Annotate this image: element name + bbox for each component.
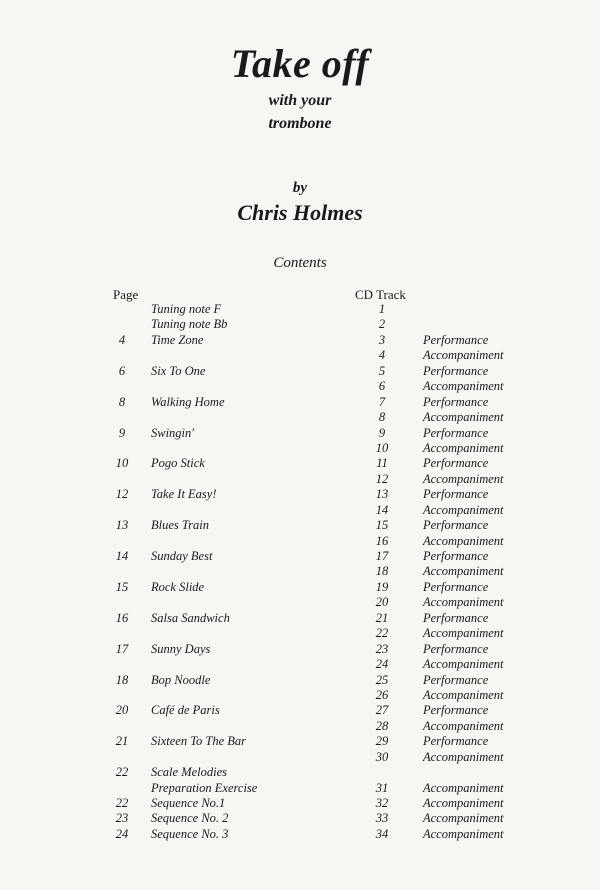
cd-track-number: 10: [375, 440, 389, 455]
cd-track-number: 14: [375, 502, 389, 517]
cd-track-number: 18: [375, 564, 389, 579]
contents-table: [0, 302, 600, 842]
track-type: Performance: [423, 456, 489, 471]
table-row: [0, 395, 600, 410]
cd-track-number: 16: [375, 533, 389, 548]
page-number: 24: [115, 826, 129, 841]
track-type: Accompaniment: [423, 564, 504, 579]
track-type: Performance: [423, 549, 489, 563]
page-number: 17: [115, 641, 129, 656]
track-type: Accompaniment: [423, 533, 504, 548]
cd-track-number: 23: [375, 641, 389, 656]
cd-track-number: 28: [375, 718, 389, 733]
cd-track-number: 33: [375, 811, 389, 826]
song-title: Rock Slide: [151, 579, 205, 594]
table-row: [0, 611, 600, 626]
page-number: 18: [115, 672, 129, 687]
page-number: 8: [118, 394, 126, 409]
table-row: [0, 426, 600, 441]
contents-heading: Contents: [273, 255, 327, 271]
cd-track-number: 25: [375, 672, 389, 687]
table-row: [0, 719, 600, 734]
song-title: Sixteen To The Bar: [151, 734, 247, 749]
track-type: Accompaniment: [423, 687, 504, 702]
page-number: 4: [118, 332, 126, 347]
table-row: [0, 333, 600, 348]
table-row: [0, 364, 600, 379]
book-title: Take off: [230, 41, 370, 86]
cd-track-number: 7: [378, 394, 386, 409]
track-type: Accompaniment: [423, 749, 504, 764]
subtitle-line-2: trombone: [268, 115, 332, 132]
track-type: Performance: [423, 579, 489, 594]
page-number: 15: [115, 579, 129, 594]
table-row: [0, 564, 600, 579]
cd-track-number: 1: [378, 302, 386, 316]
song-title: Pogo Stick: [151, 456, 205, 471]
cd-track-number: 26: [375, 687, 389, 702]
table-row: [0, 503, 600, 518]
page-number: 22: [115, 765, 129, 780]
cd-track-number: 11: [376, 456, 388, 471]
track-type: Accompaniment: [423, 626, 504, 641]
song-title: Bop Noodle: [151, 672, 211, 687]
by-label: by: [292, 180, 308, 196]
track-type: Performance: [423, 734, 489, 749]
track-type: Performance: [423, 672, 489, 687]
cd-track-number: 3: [378, 332, 386, 347]
table-row: [0, 379, 600, 394]
table-row: [0, 302, 600, 317]
track-type: Performance: [423, 332, 489, 347]
table-row: [0, 626, 600, 641]
page-number: 20: [115, 703, 129, 718]
track-type: Performance: [423, 425, 489, 440]
page-number: 14: [115, 549, 129, 563]
page-number: 23: [115, 811, 129, 826]
song-title: Blues Train: [151, 518, 209, 533]
table-row: [0, 580, 600, 595]
song-title: Sequence No.1: [151, 796, 226, 810]
song-title: Scale Melodies: [151, 765, 228, 780]
song-title: Tuning note Bb: [151, 317, 228, 332]
song-title: Sunday Best: [151, 549, 213, 563]
cd-track-number: 21: [375, 610, 389, 625]
table-row: [0, 487, 600, 502]
cd-track-number: 27: [375, 703, 389, 718]
track-type: Accompaniment: [423, 780, 504, 795]
cd-track-number: 9: [378, 425, 386, 440]
track-type: Performance: [423, 487, 489, 502]
track-type: Accompaniment: [423, 502, 504, 517]
song-title: Take It Easy!: [151, 487, 217, 502]
table-row: [0, 750, 600, 765]
table-row: [0, 657, 600, 672]
table-row: [0, 642, 600, 657]
table-row: [0, 348, 600, 363]
track-type: Performance: [423, 518, 489, 533]
song-title: Café de Paris: [151, 703, 220, 718]
table-row: [0, 441, 600, 456]
track-type: Accompaniment: [423, 811, 504, 826]
track-type: Performance: [423, 363, 489, 378]
cd-track-number: 22: [375, 626, 389, 641]
table-row: [0, 410, 600, 425]
cd-track-number: 15: [375, 518, 389, 533]
cd-track-number: 17: [375, 549, 389, 563]
track-type: Accompaniment: [423, 826, 504, 841]
cd-track-number: 20: [375, 595, 389, 610]
table-row: [0, 317, 600, 332]
cd-track-number: 24: [375, 657, 389, 672]
author-name: Chris Holmes: [237, 200, 363, 225]
cd-track-number: 5: [378, 363, 386, 378]
song-title: Time Zone: [151, 332, 204, 347]
cd-track-number: 8: [378, 410, 386, 425]
table-row: [0, 765, 600, 780]
page-number: 6: [118, 363, 126, 378]
page-number: 16: [115, 610, 129, 625]
table-row: [0, 549, 600, 564]
table-row: [0, 827, 600, 842]
table-row: [0, 811, 600, 826]
track-type: Performance: [423, 703, 489, 718]
track-type: Accompaniment: [423, 657, 504, 672]
page-column-header: Page: [113, 287, 139, 302]
table-row: [0, 518, 600, 533]
cd-track-number: 13: [375, 487, 389, 502]
table-row: [0, 781, 600, 796]
table-row: [0, 534, 600, 549]
track-type: Performance: [423, 641, 489, 656]
subtitle-line-1: with your: [268, 92, 332, 109]
cd-track-number: 19: [375, 579, 389, 594]
track-type: Accompaniment: [423, 410, 504, 425]
cd-track-number: 29: [375, 734, 389, 749]
table-row: [0, 456, 600, 471]
cd-track-column-header: CD Track: [355, 287, 406, 302]
table-row: [0, 734, 600, 749]
track-type: Performance: [423, 610, 489, 625]
cd-track-number: 6: [378, 379, 386, 394]
song-title: Walking Home: [151, 394, 225, 409]
song-title: Swingin': [151, 425, 194, 440]
page-number: 22: [115, 796, 129, 810]
track-type: Accompaniment: [423, 440, 504, 455]
cd-track-number: 12: [375, 471, 389, 486]
page-number: 21: [115, 734, 129, 749]
track-type: Accompaniment: [423, 718, 504, 733]
cd-track-number: 30: [375, 749, 389, 764]
song-title: Salsa Sandwich: [151, 610, 230, 625]
song-title: Sunny Days: [151, 641, 211, 656]
page-number: 13: [115, 518, 129, 533]
song-title: Sequence No. 3: [151, 826, 229, 841]
table-row: [0, 796, 600, 811]
cd-track-number: 2: [378, 317, 386, 332]
cd-track-number: 4: [378, 348, 386, 363]
song-title: Preparation Exercise: [151, 780, 258, 795]
song-title: Sequence No. 2: [151, 811, 229, 826]
table-row: [0, 703, 600, 718]
cd-track-number: 31: [375, 780, 389, 795]
track-type: Accompaniment: [423, 348, 504, 363]
page-number: 12: [115, 487, 129, 502]
song-title: Six To One: [151, 363, 206, 378]
table-row: [0, 688, 600, 703]
track-type: Accompaniment: [423, 471, 504, 486]
track-type: Accompaniment: [423, 796, 504, 810]
song-title: Tuning note F: [151, 302, 222, 316]
table-row: [0, 595, 600, 610]
cd-track-number: 34: [375, 826, 389, 841]
table-row: [0, 673, 600, 688]
page-number: 10: [115, 456, 129, 471]
track-type: Accompaniment: [423, 379, 504, 394]
track-type: Performance: [423, 394, 489, 409]
table-row: [0, 472, 600, 487]
page-number: 9: [118, 425, 126, 440]
cd-track-number: 32: [375, 796, 389, 810]
track-type: Accompaniment: [423, 595, 504, 610]
